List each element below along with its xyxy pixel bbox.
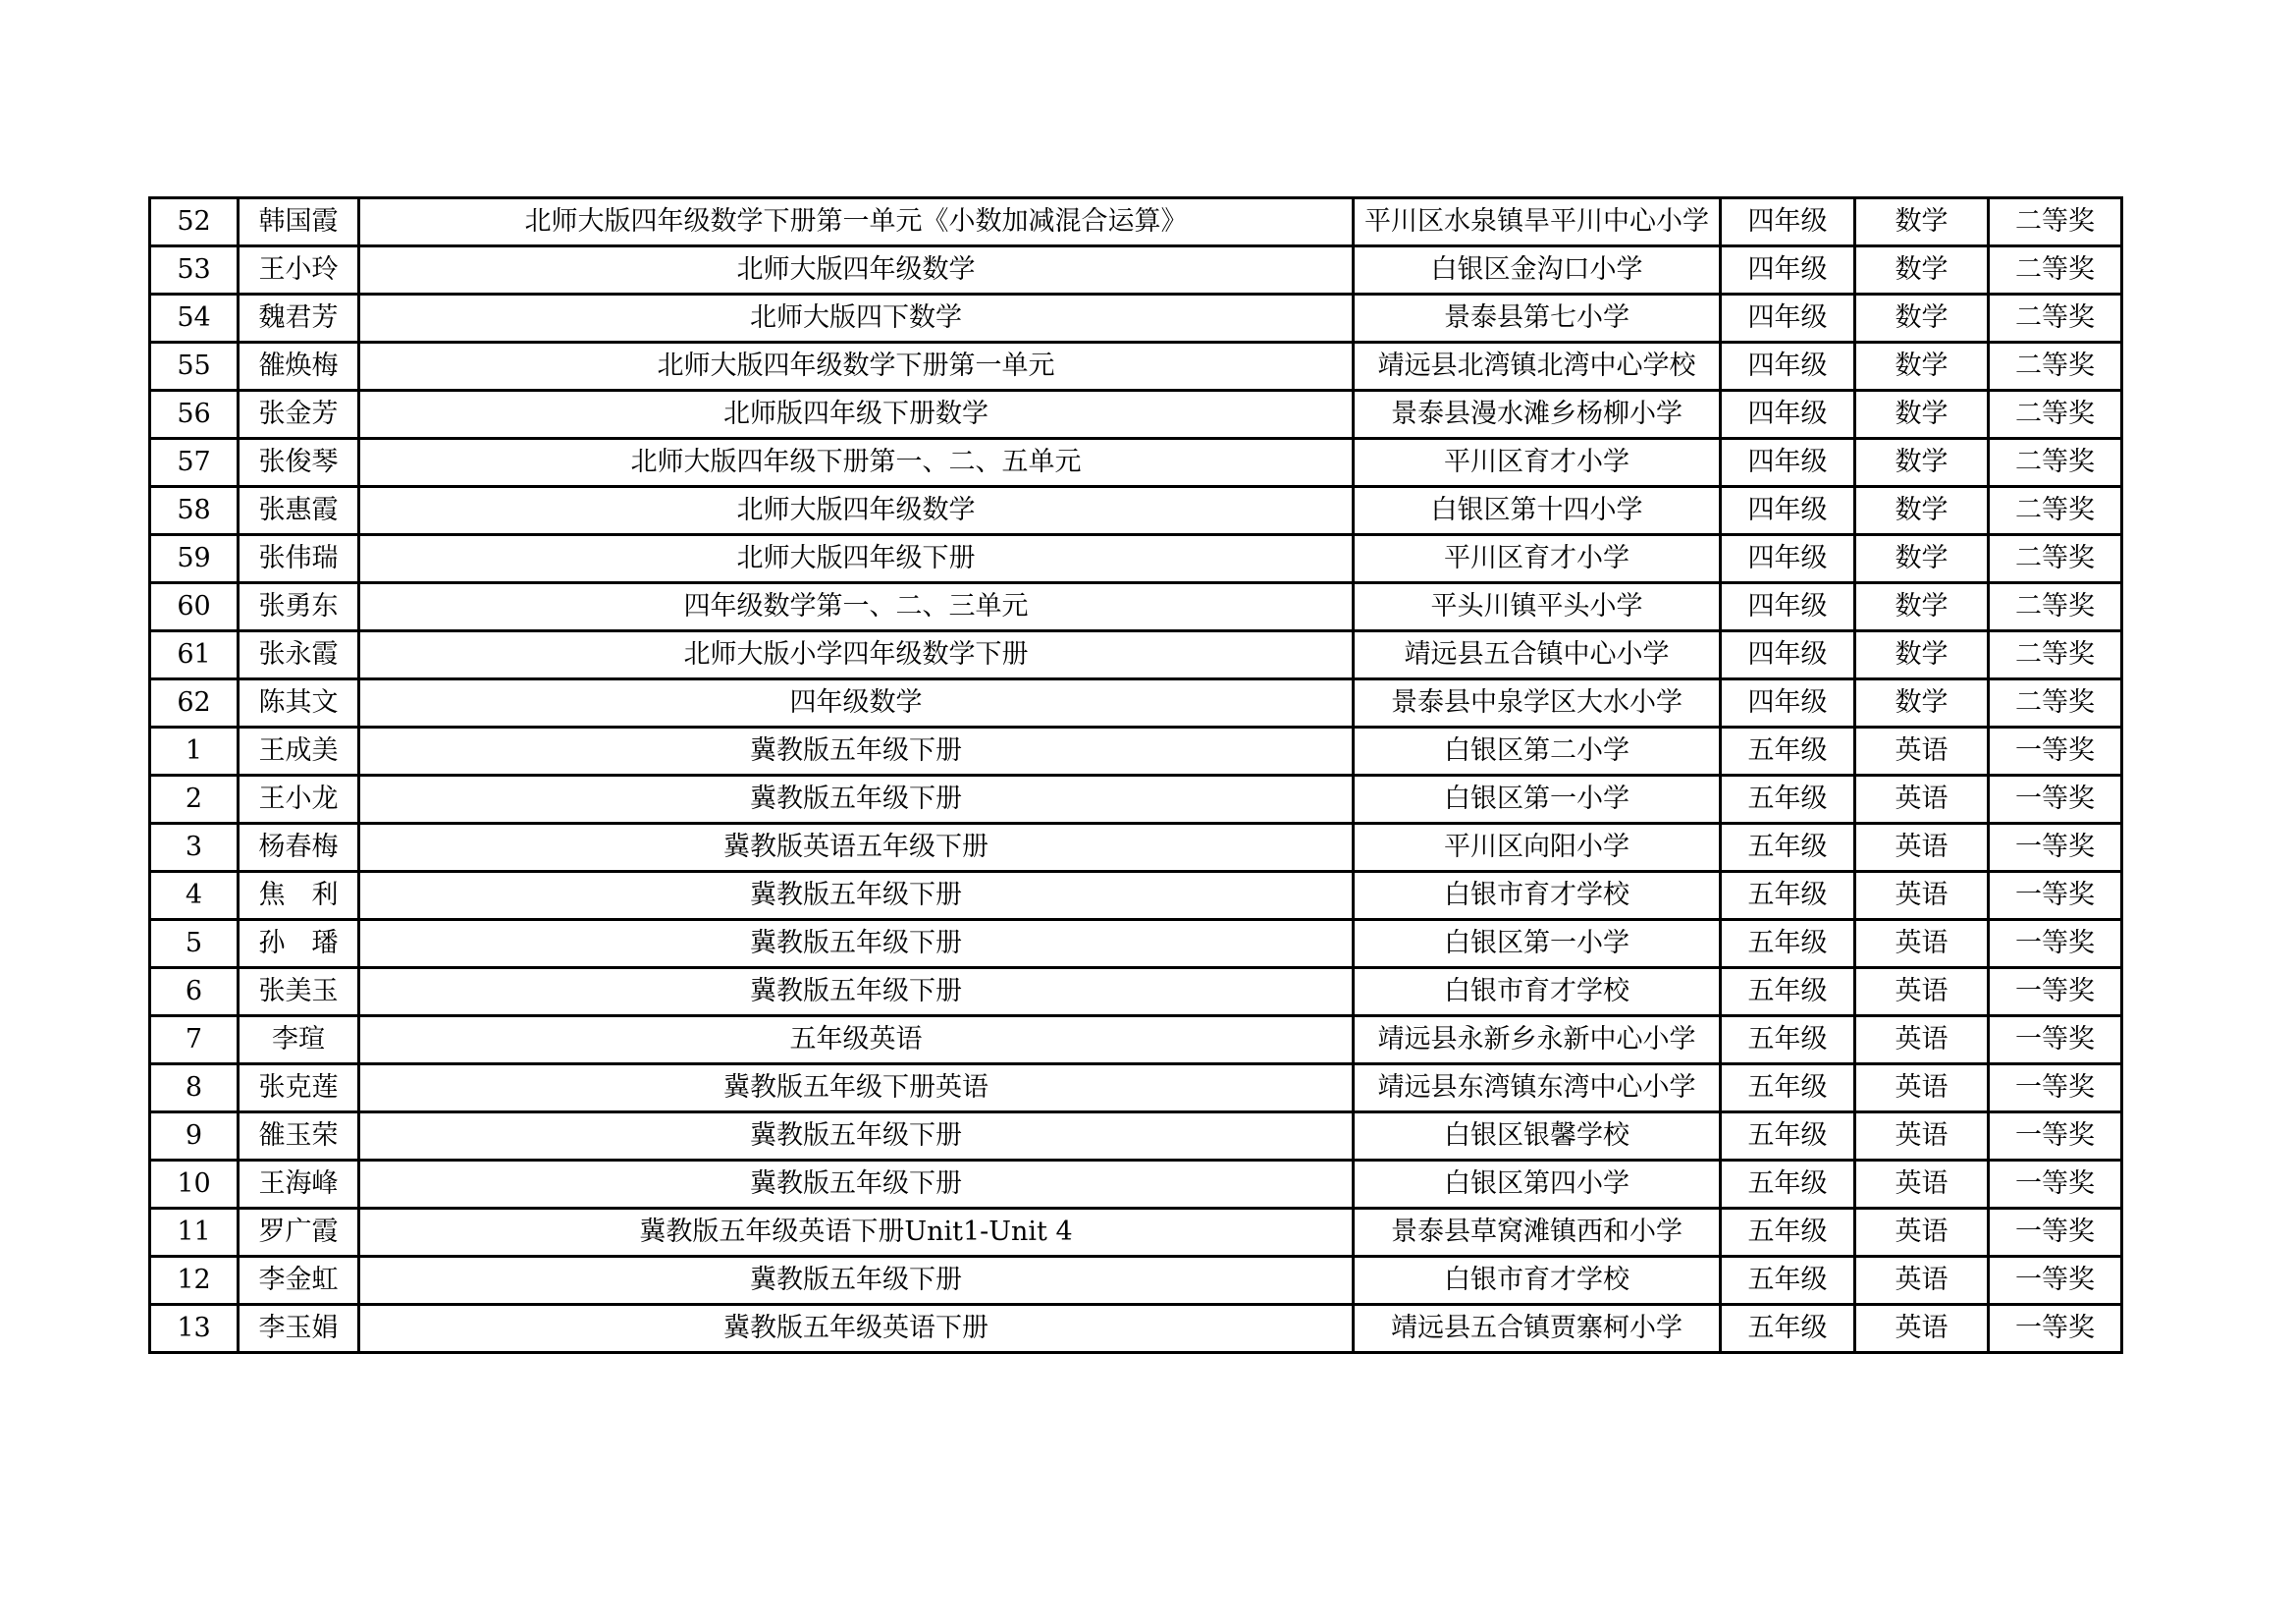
grade-cell: 四年级 xyxy=(1721,631,1855,679)
award-cell: 二等奖 xyxy=(1989,583,2122,631)
subject-cell: 英语 xyxy=(1855,1016,1989,1064)
subject-cell: 数学 xyxy=(1855,295,1989,343)
row-number-cell: 58 xyxy=(150,487,239,535)
subject-cell: 数学 xyxy=(1855,631,1989,679)
school-cell: 靖远县永新乡永新中心小学 xyxy=(1354,1016,1721,1064)
school-cell: 靖远县五合镇中心小学 xyxy=(1354,631,1721,679)
row-number-cell: 54 xyxy=(150,295,239,343)
course-content-cell: 北师大版四年级下册 xyxy=(359,535,1354,583)
teacher-name-cell: 张克莲 xyxy=(239,1064,359,1112)
teacher-name-cell: 张勇东 xyxy=(239,583,359,631)
table-row xyxy=(150,920,2122,968)
teacher-name-cell: 张永霞 xyxy=(239,631,359,679)
grade-cell: 四年级 xyxy=(1721,391,1855,439)
course-content-cell: 北师大版小学四年级数学下册 xyxy=(359,631,1354,679)
award-cell: 一等奖 xyxy=(1989,776,2122,824)
school-cell: 平川区育才小学 xyxy=(1354,535,1721,583)
course-content-cell: 冀教版五年级下册 xyxy=(359,776,1354,824)
row-number-cell: 57 xyxy=(150,439,239,487)
school-cell: 白银区第四小学 xyxy=(1354,1161,1721,1209)
row-number-cell: 6 xyxy=(150,968,239,1016)
row-number-cell: 3 xyxy=(150,824,239,872)
subject-cell: 英语 xyxy=(1855,1209,1989,1257)
subject-cell: 英语 xyxy=(1855,1305,1989,1353)
grade-cell: 四年级 xyxy=(1721,295,1855,343)
award-cell: 一等奖 xyxy=(1989,728,2122,776)
table-row xyxy=(150,1305,2122,1353)
school-cell: 景泰县草窝滩镇西和小学 xyxy=(1354,1209,1721,1257)
row-number-cell: 13 xyxy=(150,1305,239,1353)
grade-cell: 五年级 xyxy=(1721,1112,1855,1161)
subject-cell: 英语 xyxy=(1855,824,1989,872)
award-cell: 一等奖 xyxy=(1989,1112,2122,1161)
teacher-name-cell: 张惠霞 xyxy=(239,487,359,535)
subject-cell: 数学 xyxy=(1855,198,1989,246)
course-content-cell: 北师大版四下数学 xyxy=(359,295,1354,343)
table-row xyxy=(150,391,2122,439)
teacher-name-cell: 王小龙 xyxy=(239,776,359,824)
grade-cell: 四年级 xyxy=(1721,246,1855,295)
subject-cell: 英语 xyxy=(1855,1257,1989,1305)
course-content-cell: 冀教版五年级英语下册 xyxy=(359,1305,1354,1353)
course-content-cell: 冀教版五年级下册 xyxy=(359,1112,1354,1161)
teacher-name-cell: 雒焕梅 xyxy=(239,343,359,391)
teacher-name-cell: 魏君芳 xyxy=(239,295,359,343)
table-row xyxy=(150,824,2122,872)
row-number-cell: 9 xyxy=(150,1112,239,1161)
school-cell: 平川区水泉镇旱平川中心小学 xyxy=(1354,198,1721,246)
table-row xyxy=(150,1112,2122,1161)
award-cell: 二等奖 xyxy=(1989,295,2122,343)
table-row xyxy=(150,246,2122,295)
row-number-cell: 11 xyxy=(150,1209,239,1257)
grade-cell: 五年级 xyxy=(1721,1016,1855,1064)
course-content-cell: 五年级英语 xyxy=(359,1016,1354,1064)
award-cell: 一等奖 xyxy=(1989,1305,2122,1353)
award-cell: 二等奖 xyxy=(1989,343,2122,391)
award-cell: 一等奖 xyxy=(1989,1257,2122,1305)
table-row xyxy=(150,631,2122,679)
table-row xyxy=(150,343,2122,391)
row-number-cell: 61 xyxy=(150,631,239,679)
award-cell: 二等奖 xyxy=(1989,246,2122,295)
table-row xyxy=(150,1016,2122,1064)
school-cell: 靖远县东湾镇东湾中心小学 xyxy=(1354,1064,1721,1112)
subject-cell: 英语 xyxy=(1855,920,1989,968)
course-content-cell: 北师大版四年级数学 xyxy=(359,246,1354,295)
school-cell: 白银区第二小学 xyxy=(1354,728,1721,776)
course-content-cell: 北师大版四年级下册第一、二、五单元 xyxy=(359,439,1354,487)
teacher-name-cell: 韩国霞 xyxy=(239,198,359,246)
table-row xyxy=(150,487,2122,535)
school-cell: 白银区第十四小学 xyxy=(1354,487,1721,535)
grade-cell: 五年级 xyxy=(1721,776,1855,824)
subject-cell: 英语 xyxy=(1855,776,1989,824)
table-row xyxy=(150,1209,2122,1257)
subject-cell: 数学 xyxy=(1855,439,1989,487)
award-table xyxy=(148,196,2123,1354)
course-content-cell: 北师大版四年级数学 xyxy=(359,487,1354,535)
subject-cell: 数学 xyxy=(1855,679,1989,728)
table-row xyxy=(150,968,2122,1016)
award-cell: 一等奖 xyxy=(1989,872,2122,920)
table-row xyxy=(150,1064,2122,1112)
row-number-cell: 52 xyxy=(150,198,239,246)
award-table-body xyxy=(150,198,2122,1353)
teacher-name-cell: 孙 璠 xyxy=(239,920,359,968)
course-content-cell: 冀教版五年级下册英语 xyxy=(359,1064,1354,1112)
teacher-name-cell: 陈其文 xyxy=(239,679,359,728)
school-cell: 平头川镇平头小学 xyxy=(1354,583,1721,631)
table-row xyxy=(150,1161,2122,1209)
subject-cell: 数学 xyxy=(1855,535,1989,583)
school-cell: 平川区向阳小学 xyxy=(1354,824,1721,872)
grade-cell: 四年级 xyxy=(1721,583,1855,631)
school-cell: 景泰县漫水滩乡杨柳小学 xyxy=(1354,391,1721,439)
teacher-name-cell: 张伟瑞 xyxy=(239,535,359,583)
subject-cell: 英语 xyxy=(1855,728,1989,776)
school-cell: 白银区第一小学 xyxy=(1354,776,1721,824)
teacher-name-cell: 张俊琴 xyxy=(239,439,359,487)
teacher-name-cell: 张金芳 xyxy=(239,391,359,439)
school-cell: 靖远县北湾镇北湾中心学校 xyxy=(1354,343,1721,391)
grade-cell: 五年级 xyxy=(1721,728,1855,776)
award-cell: 二等奖 xyxy=(1989,631,2122,679)
subject-cell: 英语 xyxy=(1855,968,1989,1016)
award-cell: 一等奖 xyxy=(1989,968,2122,1016)
award-cell: 一等奖 xyxy=(1989,1064,2122,1112)
course-content-cell: 冀教版五年级下册 xyxy=(359,1161,1354,1209)
school-cell: 白银市育才学校 xyxy=(1354,968,1721,1016)
subject-cell: 英语 xyxy=(1855,1112,1989,1161)
teacher-name-cell: 王海峰 xyxy=(239,1161,359,1209)
award-cell: 二等奖 xyxy=(1989,487,2122,535)
award-cell: 二等奖 xyxy=(1989,198,2122,246)
school-cell: 白银市育才学校 xyxy=(1354,1257,1721,1305)
course-content-cell: 四年级数学第一、二、三单元 xyxy=(359,583,1354,631)
course-content-cell: 北师大版四年级数学下册第一单元 xyxy=(359,343,1354,391)
table-row xyxy=(150,679,2122,728)
row-number-cell: 5 xyxy=(150,920,239,968)
teacher-name-cell: 王小玲 xyxy=(239,246,359,295)
subject-cell: 数学 xyxy=(1855,246,1989,295)
row-number-cell: 8 xyxy=(150,1064,239,1112)
course-content-cell: 四年级数学 xyxy=(359,679,1354,728)
row-number-cell: 10 xyxy=(150,1161,239,1209)
award-cell: 一等奖 xyxy=(1989,1016,2122,1064)
subject-cell: 数学 xyxy=(1855,343,1989,391)
award-cell: 二等奖 xyxy=(1989,439,2122,487)
subject-cell: 英语 xyxy=(1855,872,1989,920)
row-number-cell: 59 xyxy=(150,535,239,583)
teacher-name-cell: 罗广霞 xyxy=(239,1209,359,1257)
row-number-cell: 60 xyxy=(150,583,239,631)
award-cell: 一等奖 xyxy=(1989,1161,2122,1209)
row-number-cell: 56 xyxy=(150,391,239,439)
teacher-name-cell: 李玉娟 xyxy=(239,1305,359,1353)
school-cell: 白银区第一小学 xyxy=(1354,920,1721,968)
table-row xyxy=(150,439,2122,487)
teacher-name-cell: 杨春梅 xyxy=(239,824,359,872)
course-content-cell: 冀教版五年级下册 xyxy=(359,872,1354,920)
grade-cell: 五年级 xyxy=(1721,1209,1855,1257)
school-cell: 白银区金沟口小学 xyxy=(1354,246,1721,295)
course-content-cell: 冀教版英语五年级下册 xyxy=(359,824,1354,872)
row-number-cell: 1 xyxy=(150,728,239,776)
course-content-cell: 冀教版五年级下册 xyxy=(359,920,1354,968)
school-cell: 白银区银馨学校 xyxy=(1354,1112,1721,1161)
subject-cell: 数学 xyxy=(1855,487,1989,535)
table-row xyxy=(150,1257,2122,1305)
school-cell: 平川区育才小学 xyxy=(1354,439,1721,487)
course-content-cell: 冀教版五年级下册 xyxy=(359,968,1354,1016)
school-cell: 景泰县中泉学区大水小学 xyxy=(1354,679,1721,728)
row-number-cell: 2 xyxy=(150,776,239,824)
award-cell: 一等奖 xyxy=(1989,920,2122,968)
award-cell: 二等奖 xyxy=(1989,679,2122,728)
course-content-cell: 冀教版五年级下册 xyxy=(359,1257,1354,1305)
course-content-cell: 冀教版五年级下册 xyxy=(359,728,1354,776)
grade-cell: 四年级 xyxy=(1721,535,1855,583)
teacher-name-cell: 李瑄 xyxy=(239,1016,359,1064)
grade-cell: 五年级 xyxy=(1721,1064,1855,1112)
row-number-cell: 62 xyxy=(150,679,239,728)
award-cell: 一等奖 xyxy=(1989,824,2122,872)
award-cell: 二等奖 xyxy=(1989,391,2122,439)
grade-cell: 四年级 xyxy=(1721,679,1855,728)
grade-cell: 五年级 xyxy=(1721,824,1855,872)
grade-cell: 五年级 xyxy=(1721,920,1855,968)
teacher-name-cell: 张美玉 xyxy=(239,968,359,1016)
row-number-cell: 53 xyxy=(150,246,239,295)
table-row xyxy=(150,535,2122,583)
grade-cell: 四年级 xyxy=(1721,343,1855,391)
award-cell: 一等奖 xyxy=(1989,1209,2122,1257)
subject-cell: 数学 xyxy=(1855,391,1989,439)
row-number-cell: 7 xyxy=(150,1016,239,1064)
teacher-name-cell: 焦 利 xyxy=(239,872,359,920)
grade-cell: 五年级 xyxy=(1721,1257,1855,1305)
course-content-cell: 北师版四年级下册数学 xyxy=(359,391,1354,439)
grade-cell: 四年级 xyxy=(1721,487,1855,535)
teacher-name-cell: 雒玉荣 xyxy=(239,1112,359,1161)
award-cell: 二等奖 xyxy=(1989,535,2122,583)
row-number-cell: 12 xyxy=(150,1257,239,1305)
teacher-name-cell: 李金虹 xyxy=(239,1257,359,1305)
table-row xyxy=(150,776,2122,824)
course-content-cell: 北师大版四年级数学下册第一单元《小数加减混合运算》 xyxy=(359,198,1354,246)
course-content-cell: 冀教版五年级英语下册Unit1-Unit 4 xyxy=(359,1209,1354,1257)
grade-cell: 五年级 xyxy=(1721,1161,1855,1209)
grade-cell: 五年级 xyxy=(1721,872,1855,920)
table-row xyxy=(150,198,2122,246)
row-number-cell: 55 xyxy=(150,343,239,391)
subject-cell: 英语 xyxy=(1855,1161,1989,1209)
grade-cell: 四年级 xyxy=(1721,439,1855,487)
school-cell: 靖远县五合镇贾寨柯小学 xyxy=(1354,1305,1721,1353)
school-cell: 白银市育才学校 xyxy=(1354,872,1721,920)
teacher-name-cell: 王成美 xyxy=(239,728,359,776)
grade-cell: 五年级 xyxy=(1721,1305,1855,1353)
table-row xyxy=(150,583,2122,631)
subject-cell: 英语 xyxy=(1855,1064,1989,1112)
row-number-cell: 4 xyxy=(150,872,239,920)
table-row xyxy=(150,872,2122,920)
grade-cell: 四年级 xyxy=(1721,198,1855,246)
subject-cell: 数学 xyxy=(1855,583,1989,631)
table-row xyxy=(150,728,2122,776)
table-row xyxy=(150,295,2122,343)
school-cell: 景泰县第七小学 xyxy=(1354,295,1721,343)
grade-cell: 五年级 xyxy=(1721,968,1855,1016)
